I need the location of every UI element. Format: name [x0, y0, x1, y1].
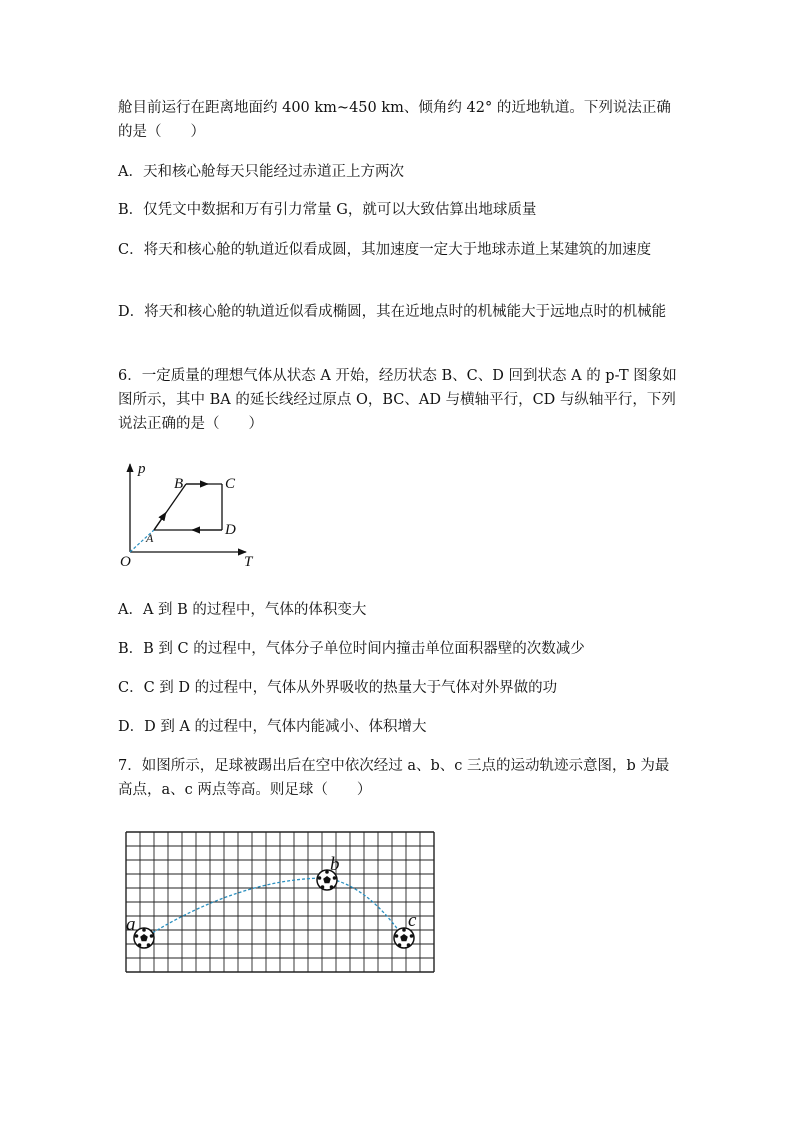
football-icon	[134, 928, 154, 948]
football-icon	[394, 928, 414, 948]
point-d-label: D	[225, 522, 236, 538]
point-c-label: C	[225, 476, 236, 492]
arrow-ab	[154, 513, 166, 531]
football-trajectory-figure	[120, 826, 442, 978]
pt-diagram	[116, 458, 266, 573]
origin-label: O	[120, 554, 131, 570]
point-b-label: B	[174, 476, 184, 492]
point-a-label: a	[126, 914, 136, 935]
grid	[126, 832, 434, 972]
point-a-label: A	[146, 531, 154, 545]
point-c-label: c	[408, 910, 417, 931]
q6-option-b: B．B 到 C 的过程中，气体分子单位时间内撞击单位面积器壁的次数减少	[118, 641, 585, 657]
point-b-label: b	[330, 854, 340, 875]
q5-option-a: A．天和核心舱每天只能经过赤道正上方两次	[118, 164, 404, 180]
q5-option-b: B．仅凭文中数据和万有引力常量 G，就可以大致估算出地球质量	[118, 202, 537, 218]
q5-option-d: D．将天和核心舱的轨道近似看成椭圆，其在近地点时的机械能大于远地点时的机械能	[118, 304, 667, 320]
t-axis-label: T	[244, 554, 253, 570]
q6-option-d: D．D 到 A 的过程中，气体内能减小、体积增大	[118, 719, 427, 735]
trajectory	[144, 878, 404, 938]
q6-stem: 6．一定质量的理想气体从状态 A 开始，经历状态 B、C、D 回到状态 A 的 p-T 图象如图所示，其中 BA 的延长线经过原点 O，BC、AD 与横轴平行，CD 与纵轴平行，下列说法正确的是（ ）	[118, 368, 677, 432]
q6-option-c: C．C 到 D 的过程中，气体从外界吸收的热量大于气体对外界做的功	[118, 680, 558, 696]
q6-option-a: A．A 到 B 的过程中，气体的体积变大	[118, 602, 367, 618]
q5-stem: 舱目前运行在距离地面约 400 km~450 km、倾角约 42° 的近地轨道。下列说法正确的是（ ）	[118, 100, 671, 140]
q5-option-c: C．将天和核心舱的轨道近似看成圆，其加速度一定大于地球赤道上某建筑的加速度	[118, 242, 652, 258]
p-axis-label: p	[138, 461, 146, 477]
q7-stem: 7．如图所示，足球被踢出后在空中依次经过 a、b、c 三点的运动轨迹示意图，b 为最高点，a、c 两点等高。则足球（ ）	[118, 758, 670, 798]
